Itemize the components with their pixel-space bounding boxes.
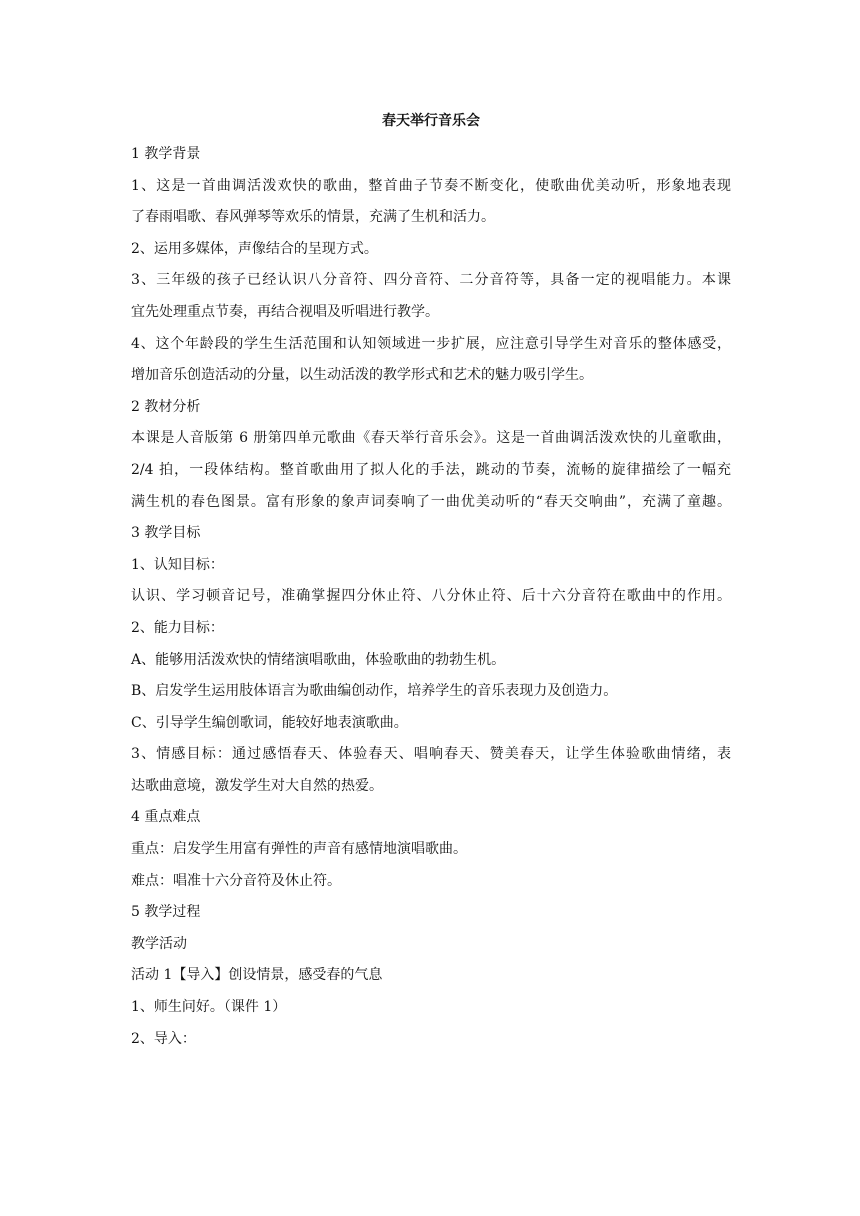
paragraph-line: 达歌曲意境，激发学生对大自然的热爱。 xyxy=(131,777,383,794)
paragraph-line: 1、认知目标： xyxy=(131,556,224,573)
paragraph-line: 2、运用多媒体，声像结合的呈现方式。 xyxy=(131,240,378,257)
section-heading-objectives: 3 教学目标 xyxy=(131,525,201,542)
paragraph-line: C、引导学生编创歌词，能较好地表演歌曲。 xyxy=(131,714,408,731)
paragraph-line: 1、师生问好。（课件 1） xyxy=(131,999,287,1016)
section-heading-background: 1 教学背景 xyxy=(131,146,201,162)
paragraph-line: 认识、学习顿音记号，准确掌握四分休止符、八分休止符、后十六分音符在歌曲中的作用。 xyxy=(131,588,731,605)
paragraph-line: 重点：启发学生用富有弹性的声音有感情地演唱歌曲。 xyxy=(131,841,467,858)
paragraph-line: 宜先处理重点节奏，再结合视唱及听唱进行教学。 xyxy=(131,303,439,320)
section-heading-materials: 2 教材分析 xyxy=(131,398,201,415)
section-heading-key-points: 4 重点难点 xyxy=(131,809,201,826)
paragraph-line: 2、能力目标： xyxy=(131,619,224,636)
section-heading-process: 5 教学过程 xyxy=(131,904,201,921)
paragraph-line: 2、导入： xyxy=(131,1030,196,1047)
paragraph-line: 3、三年级的孩子已经认识八分音符、四分音符、二分音符等，具备一定的视唱能力。本课 xyxy=(131,272,731,289)
document-title: 春天举行音乐会 xyxy=(382,113,480,129)
document-body xyxy=(131,108,731,1055)
paragraph-line: 3、情感目标：通过感悟春天、体验春天、唱响春天、赞美春天，让学生体验歌曲情绪，表 xyxy=(131,746,731,763)
paragraph-line: 1、这是一首曲调活泼欢快的歌曲，整首曲子节奏不断变化，使歌曲优美动听，形象地表现 xyxy=(131,177,731,194)
paragraph-line: 教学活动 xyxy=(131,935,187,952)
paragraph-line: 活动 1【导入】创设情景，感受春的气息 xyxy=(131,967,383,984)
paragraph-line: B、启发学生运用肢体语言为歌曲编创动作，培养学生的音乐表现力及创造力。 xyxy=(131,683,618,700)
paragraph-line: 4、这个年龄段的学生生活范围和认知领域进一步扩展，应注意引导学生对音乐的整体感受， xyxy=(131,335,731,352)
paragraph-line: 2/4 拍，一段体结构。整首歌曲用了拟人化的手法，跳动的节奏，流畅的旋律描绘了一幅充 xyxy=(131,461,731,478)
paragraph-line: 满生机的春色图景。富有形象的象声词奏响了一曲优美动听的“春天交响曲”，充满了童趣。 xyxy=(131,493,731,510)
paragraph-line: 了春雨唱歌、春风弹琴等欢乐的情景，充满了生机和活力。 xyxy=(131,209,495,226)
paragraph-line: 难点：唱准十六分音符及休止符。 xyxy=(131,872,341,889)
paragraph-line: 本课是人音版第 6 册第四单元歌曲《春天举行音乐会》。这是一首曲调活泼欢快的儿童歌曲， xyxy=(131,430,731,447)
paragraph-line: 增加音乐创造活动的分量，以生动活泼的教学形式和艺术的魅力吸引学生。 xyxy=(131,367,593,384)
paragraph-line: A、能够用活泼欢快的情绪演唱歌曲，体验歌曲的勃勃生机。 xyxy=(131,651,506,668)
